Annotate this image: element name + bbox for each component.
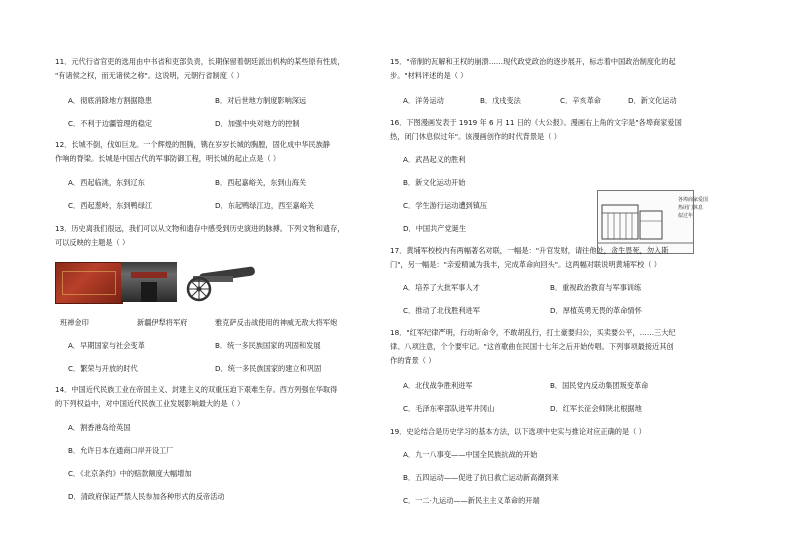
q16-option-c: C．学生游行运动遭到镇压 (403, 201, 488, 210)
q18-option-c: C．毛泽东率部队进军井冈山 (403, 404, 495, 413)
q19-option-a: A．九一八事变——中国全民族抗战的开始 (403, 450, 538, 459)
q17-option-d: D．厚植英勇无畏的革命情怀 (550, 306, 642, 315)
q12-option-b: B．西起嘉峪关，东到山海关 (215, 178, 307, 187)
q17-option-b: B．重视政治教育与军事训练 (550, 283, 642, 292)
q12-stem-line1: 12．长城不倒，伐如巨龙。一个辉煌的图腾，镌在岁岁长城的胸膛，固化成中华民族静 (55, 140, 331, 149)
golden-seal-photo (55, 262, 123, 304)
q12-option-a: A．西起临洮，东到辽东 (68, 178, 145, 187)
q19-option-b: B．五四运动——促进了抗日救亡运动新高潮到来 (403, 473, 559, 482)
q13-option-c: C．繁荣与开放的时代 (68, 364, 138, 373)
q14-option-b: B．允许日本在通商口岸开设工厂 (68, 446, 174, 455)
q13-caption-1: 班禅金印 (60, 318, 89, 327)
q17-stem-line1: 17．黄埔军校校内有两幅著名对联，一幅是："升官发财，请往他处，贪生畏死，勿入斯 (390, 246, 669, 255)
q15-option-a: A．洋务运动 (403, 96, 444, 105)
q17-option-a: A．培养了大批军事人才 (403, 283, 480, 292)
q15-option-b: B．戊戌变法 (480, 96, 521, 105)
q13-caption-3: 雅克萨反击战使用的神威无敌大将军炮 (215, 318, 338, 327)
q13-option-b: B．统一多民族国家的巩固和发展 (215, 341, 321, 350)
q16-option-b: B．新文化运动开始 (403, 178, 466, 187)
q11-option-a: A．彻底消除地方割据隐患 (68, 96, 152, 105)
q15-stem-line2: 步。"材料评述的是（ ） (390, 71, 468, 80)
q14-option-d: D．清政府保证严禁人民参加各种形式的反帝活动 (68, 492, 225, 501)
q13-caption-2: 新疆伊犁将军府 (137, 318, 188, 327)
cannon-photo (179, 262, 259, 302)
q15-stem-line1: 15．"帝制的瓦解和王权的崩溃……现代政党政治的逐步展开，标志着中国政治制度化的起 (390, 57, 676, 66)
q12-stem-line2: 作响的脊梁。长城是中国古代的军事防御工程，明长城的起止点是（ ） (55, 154, 281, 163)
ili-general-mansion-photo (121, 262, 177, 302)
q18-stem-line1: 18．"红军纪律严明，行动听命令，不敢胡乱行，打土豪要归公，买卖要公平，……三大纪 (390, 328, 676, 337)
q16-option-a: A．武昌起义的胜利 (403, 155, 466, 164)
q19-stem-line1: 19．史论结合是历史学习的基本方法，以下选项中史实与推论对应正确的是（ ） (390, 427, 646, 436)
q13-option-a: A．早期国家与社会变革 (68, 341, 145, 350)
q11-stem-line1: 11．元代行省官吏的选用由中书省和吏部负责，长期保留着朝廷派出机构的某些原有性质， (55, 57, 345, 66)
q14-stem-line2: 的下列权益中，对中国近代民族工业发展影响最大的是（ ） (55, 399, 245, 408)
cartoon-text-2: 热闭门休息 (678, 205, 704, 211)
q15-option-d: D．新文化运动 (628, 96, 677, 105)
q17-stem-line2: 门"，另一幅是："亲爱精诚为我丰，完成革命向回头"。这两幅对联说明黄埔军校（ ） (390, 260, 661, 269)
q19-option-c: C．一二·九运动——新民主主义革命的开端 (403, 496, 540, 505)
q11-option-c: C．不利于边疆管理的稳定 (68, 119, 153, 128)
q13-stem-line2: 可以反映的主题是（ ） (55, 238, 130, 247)
q11-stem-line2: "有诸侯之权，而无诸侯之称"。这说明，元朝行省制度（ ） (55, 71, 244, 80)
q14-option-a: A．割香港岛给英国 (68, 423, 131, 432)
q14-option-c: C．《北京条约》中的赔款额度大幅增加 (68, 469, 192, 478)
q18-stem-line3: 作的背景（ ） (390, 356, 436, 365)
q18-stem-line2: 律、八项注意，个个要牢记。"这首歌曲在民国十七年之后开始传唱。下列事项最接近其创 (390, 342, 674, 351)
q14-stem-line1: 14．中国近代民族工业在帝国主义、封建主义的双重压迫下艰难生存。西方列强在华取得 (55, 385, 338, 394)
q15-option-c: C．辛亥革命 (560, 96, 601, 105)
q18-option-b: B．国民党内反动集团叛变革命 (550, 381, 649, 390)
q11-option-b: B．对后世地方制度影响深远 (215, 96, 307, 105)
cartoon-text-3: 似过年 (678, 213, 694, 219)
cartoon-text-1: 各埠商家爱国 (678, 197, 709, 203)
q16-stem-line1: 16．下图漫画发表于 1919 年 6 月 11 日的《大公报》。漫画右上角的文字是"各埠商家爱国 (390, 118, 682, 127)
q13-stem-line1: 13．历史离我们很远，我们可以从文物和遗存中感受到历史演进的脉搏。下列文物和遗存， (55, 224, 345, 233)
q12-option-c: C．西起葱岭，东到鸭绿江 (68, 201, 153, 210)
q11-option-d: D．加强中央对地方的控制 (215, 119, 300, 128)
q12-option-d: D．东起鸭绿江边，西至嘉峪关 (215, 201, 314, 210)
q13-figures (55, 262, 285, 302)
q17-option-c: C．推动了北伐胜利进军 (403, 306, 480, 315)
q13-option-d: D．统一多民族国家的建立和巩固 (215, 364, 322, 373)
q16-option-d: D．中国共产党诞生 (403, 224, 467, 233)
q18-option-a: A．北伐战争胜利进军 (403, 381, 473, 390)
q16-stem-line2: 热，闭门休息似过年"。该漫画创作的时代背景是（ ） (390, 132, 561, 141)
q18-option-d: D．红军长征会师陕北根据地 (550, 404, 642, 413)
